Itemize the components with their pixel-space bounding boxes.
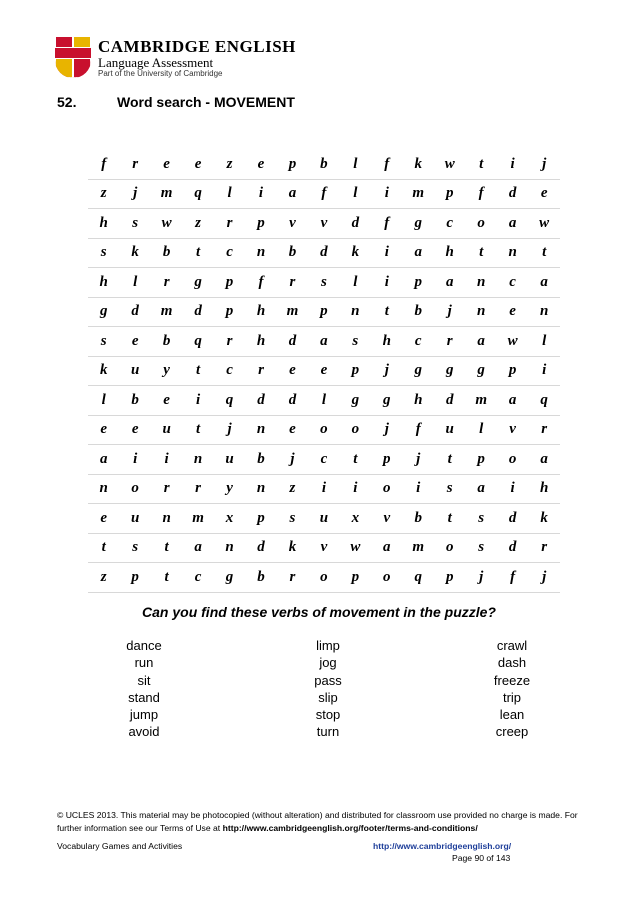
grid-cell: m [151,179,182,209]
grid-cell: r [151,268,182,298]
grid-cell: k [88,356,119,386]
grid-cell: y [214,474,245,504]
word-item: sit [137,672,151,688]
grid-cell: v [277,209,308,239]
grid-row [88,297,560,327]
grid-cell: f [245,268,276,298]
cambridge-crest-icon [55,36,91,78]
word-item: stop [315,707,341,723]
grid-cell: i [497,474,528,504]
grid-cell: s [119,209,150,239]
page-number: Page 90 of 143 [452,853,511,863]
grid-row [88,238,560,268]
grid-cell: o [308,415,339,445]
grid-cell: z [88,179,119,209]
grid-cell: w [151,209,182,239]
grid-cell: l [340,150,371,179]
grid-cell: j [434,297,465,327]
word-list-column-2 [268,637,388,741]
grid-cell: g [182,268,213,298]
grid-cell: p [403,268,434,298]
grid-cell: p [245,504,276,534]
grid-cell: p [308,297,339,327]
grid-cell: f [403,415,434,445]
grid-cell: u [119,504,150,534]
grid-cell: v [308,533,339,563]
word-list-column-3 [452,637,572,741]
grid-cell: o [308,563,339,593]
grid-cell: q [182,327,213,357]
grid-cell: b [245,563,276,593]
grid-cell: n [245,238,276,268]
grid-cell: b [403,504,434,534]
grid-cell: j [371,356,402,386]
grid-cell: d [497,533,528,563]
grid-cell: w [434,150,465,179]
grid-cell: n [182,445,213,475]
grid-cell: j [371,415,402,445]
grid-cell: a [465,327,496,357]
grid-cell: i [371,179,402,209]
grid-row [88,415,560,445]
grid-row [88,504,560,534]
grid-cell: a [434,268,465,298]
grid-row [88,386,560,416]
grid-cell: k [119,238,150,268]
grid-cell: a [497,386,528,416]
grid-cell: m [465,386,496,416]
grid-cell: b [308,150,339,179]
grid-cell: h [434,238,465,268]
word-item: dance [126,638,162,653]
grid-cell: p [371,445,402,475]
grid-cell: a [308,327,339,357]
grid-cell: i [119,445,150,475]
grid-row [88,474,560,504]
grid-cell: c [497,268,528,298]
grid-cell: t [465,150,496,179]
grid-cell: r [434,327,465,357]
cambridge-logo [55,36,315,78]
grid-cell: w [497,327,528,357]
grid-cell: f [308,179,339,209]
grid-cell: o [497,445,528,475]
grid-cell: b [151,327,182,357]
grid-cell: o [371,563,402,593]
grid-cell: z [277,474,308,504]
copyright-text: © UCLES 2013. This material may be photocopied (without alteration) and distributed for classroom use provided no charge is made. For further information see our Terms of Use at [57,810,578,833]
grid-cell: w [340,533,371,563]
grid-cell: g [214,563,245,593]
grid-cell: p [497,356,528,386]
grid-cell: q [528,386,560,416]
grid-cell: p [119,563,150,593]
grid-cell: e [151,150,182,179]
grid-cell: k [340,238,371,268]
grid-cell: p [214,268,245,298]
grid-cell: r [182,474,213,504]
word-item: stand [128,689,160,705]
grid-cell: s [88,327,119,357]
grid-cell: r [214,327,245,357]
grid-cell: e [88,504,119,534]
grid-cell: u [119,356,150,386]
grid-cell: f [371,150,402,179]
grid-cell: n [497,238,528,268]
grid-cell: t [151,533,182,563]
grid-cell: m [151,297,182,327]
grid-cell: i [403,474,434,504]
grid-row [88,327,560,357]
grid-cell: i [497,150,528,179]
grid-cell: e [497,297,528,327]
word-item: pass [314,672,342,688]
grid-cell: o [371,474,402,504]
word-item: jog [319,655,337,671]
grid-cell: w [528,209,560,239]
grid-cell: o [434,533,465,563]
grid-cell: r [151,474,182,504]
grid-cell: h [245,297,276,327]
grid-cell: s [88,238,119,268]
word-list-column-1 [84,637,204,741]
brand-name: CAMBRIDGE ENGLISH [98,37,296,56]
grid-cell: d [308,238,339,268]
grid-cell: l [308,386,339,416]
grid-cell: z [88,563,119,593]
grid-cell: t [182,356,213,386]
grid-cell: p [340,356,371,386]
grid-cell: y [151,356,182,386]
grid-cell: i [308,474,339,504]
grid-cell: r [119,150,150,179]
activity-title: Word search - MOVEMENT [117,94,295,110]
grid-cell: d [497,179,528,209]
grid-cell: j [528,563,560,593]
grid-cell: f [88,150,119,179]
grid-cell: l [214,179,245,209]
grid-cell: a [528,268,560,298]
grid-cell: a [182,533,213,563]
grid-cell: j [214,415,245,445]
grid-cell: i [151,445,182,475]
grid-cell: p [277,150,308,179]
grid-row [88,268,560,298]
grid-cell: q [403,563,434,593]
word-item: slip [318,689,338,705]
grid-cell: d [340,209,371,239]
word-item: avoid [128,724,160,740]
grid-cell: a [371,533,402,563]
grid-cell: a [403,238,434,268]
grid-cell: n [245,474,276,504]
grid-cell: r [214,209,245,239]
grid-cell: g [434,356,465,386]
instruction-question: Can you find these verbs of movement in the puzzle? [142,604,496,620]
grid-cell: n [528,297,560,327]
grid-cell: f [497,563,528,593]
grid-cell: z [182,209,213,239]
grid-cell: o [119,474,150,504]
grid-cell: i [371,238,402,268]
grid-cell: t [465,238,496,268]
grid-cell: v [371,504,402,534]
grid-cell: d [277,386,308,416]
grid-cell: t [371,297,402,327]
grid-cell: s [277,504,308,534]
grid-cell: h [528,474,560,504]
grid-cell: e [182,150,213,179]
grid-cell: r [277,563,308,593]
grid-cell: l [88,386,119,416]
grid-cell: i [340,474,371,504]
grid-cell: e [245,150,276,179]
grid-cell: g [371,386,402,416]
grid-cell: e [151,386,182,416]
grid-cell: e [277,356,308,386]
word-item: creep [495,724,529,740]
grid-cell: h [403,386,434,416]
grid-cell: g [465,356,496,386]
grid-cell: r [528,415,560,445]
grid-cell: m [277,297,308,327]
word-item: jump [129,707,159,723]
grid-cell: p [214,297,245,327]
grid-cell: l [119,268,150,298]
grid-cell: k [528,504,560,534]
grid-cell: g [340,386,371,416]
grid-cell: j [403,445,434,475]
grid-cell: b [245,445,276,475]
word-item: crawl [496,638,528,653]
grid-cell: g [403,209,434,239]
grid-cell: i [371,268,402,298]
footer-book-title: Vocabulary Games and Activities [57,841,183,851]
grid-cell: f [465,179,496,209]
grid-cell: u [434,415,465,445]
grid-cell: d [245,533,276,563]
grid-cell: c [214,356,245,386]
grid-cell: c [403,327,434,357]
grid-cell: p [465,445,496,475]
grid-cell: e [119,415,150,445]
grid-cell: s [465,504,496,534]
word-item: trip [502,689,522,705]
grid-cell: t [434,504,465,534]
grid-row [88,563,560,593]
grid-cell: q [182,179,213,209]
grid-cell: h [371,327,402,357]
word-item: run [134,655,154,671]
grid-cell: s [308,268,339,298]
grid-cell: h [245,327,276,357]
grid-cell: q [214,386,245,416]
grid-cell: d [119,297,150,327]
grid-cell: r [528,533,560,563]
grid-cell: c [214,238,245,268]
grid-cell: a [88,445,119,475]
grid-cell: j [277,445,308,475]
grid-cell: c [434,209,465,239]
copyright-notice [57,809,587,835]
grid-cell: j [119,179,150,209]
grid-cell: i [245,179,276,209]
word-item: lean [499,707,525,723]
grid-cell: g [403,356,434,386]
grid-cell: b [151,238,182,268]
grid-cell: l [340,179,371,209]
grid-cell: b [119,386,150,416]
grid-cell: e [88,415,119,445]
grid-cell: g [88,297,119,327]
grid-cell: n [245,415,276,445]
grid-cell: e [119,327,150,357]
grid-cell: m [182,504,213,534]
terms-link[interactable]: http://www.cambridgeenglish.org/footer/terms-and-conditions/ [222,823,478,833]
grid-cell: t [182,415,213,445]
grid-cell: d [434,386,465,416]
grid-cell: e [308,356,339,386]
grid-cell: z [214,150,245,179]
grid-row [88,356,560,386]
grid-cell: k [277,533,308,563]
grid-cell: x [214,504,245,534]
grid-cell: p [245,209,276,239]
grid-cell: a [528,445,560,475]
grid-cell: i [182,386,213,416]
grid-cell: o [340,415,371,445]
grid-cell: n [88,474,119,504]
grid-cell: a [277,179,308,209]
brand-tagline: Part of the University of Cambridge [98,69,223,78]
grid-cell: c [182,563,213,593]
grid-cell: j [465,563,496,593]
grid-cell: d [245,386,276,416]
grid-cell: c [308,445,339,475]
grid-cell: l [340,268,371,298]
grid-cell: u [308,504,339,534]
grid-cell: t [340,445,371,475]
word-item: dash [497,655,527,671]
activity-number: 52. [57,94,77,110]
grid-row [88,179,560,209]
grid-row [88,150,560,179]
grid-cell: b [403,297,434,327]
grid-cell: p [340,563,371,593]
grid-cell: e [528,179,560,209]
grid-cell: b [277,238,308,268]
grid-cell: d [182,297,213,327]
grid-cell: d [497,504,528,534]
grid-cell: m [403,533,434,563]
footer-site-link[interactable]: http://www.cambridgeenglish.org/ [373,841,512,851]
grid-cell: a [497,209,528,239]
grid-cell: t [88,533,119,563]
grid-cell: i [528,356,560,386]
grid-cell: f [371,209,402,239]
grid-cell: n [214,533,245,563]
grid-row [88,209,560,239]
grid-cell: s [434,474,465,504]
grid-cell: u [214,445,245,475]
grid-cell: n [465,297,496,327]
grid-cell: t [434,445,465,475]
grid-cell: p [434,179,465,209]
grid-cell: t [151,563,182,593]
grid-cell: r [277,268,308,298]
word-item: turn [316,724,340,740]
grid-cell: t [528,238,560,268]
grid-cell: m [403,179,434,209]
grid-cell: v [308,209,339,239]
grid-row [88,445,560,475]
grid-cell: s [465,533,496,563]
grid-cell: t [182,238,213,268]
grid-cell: e [277,415,308,445]
grid-cell: d [277,327,308,357]
grid-cell: l [528,327,560,357]
grid-cell: h [88,268,119,298]
word-item: limp [316,638,340,653]
grid-cell: u [151,415,182,445]
grid-cell: n [340,297,371,327]
grid-row [88,533,560,563]
grid-cell: o [465,209,496,239]
brand-subtitle: Language Assessment [98,55,214,70]
grid-cell: p [434,563,465,593]
grid-cell: v [497,415,528,445]
grid-cell: r [245,356,276,386]
grid-cell: n [465,268,496,298]
grid-cell: n [151,504,182,534]
grid-cell: x [340,504,371,534]
grid-cell: s [119,533,150,563]
word-search-grid [88,150,560,593]
grid-cell: l [465,415,496,445]
word-item: freeze [493,672,531,688]
grid-cell: s [340,327,371,357]
grid-cell: k [403,150,434,179]
grid-cell: h [88,209,119,239]
grid-cell: a [465,474,496,504]
grid-cell: j [528,150,560,179]
